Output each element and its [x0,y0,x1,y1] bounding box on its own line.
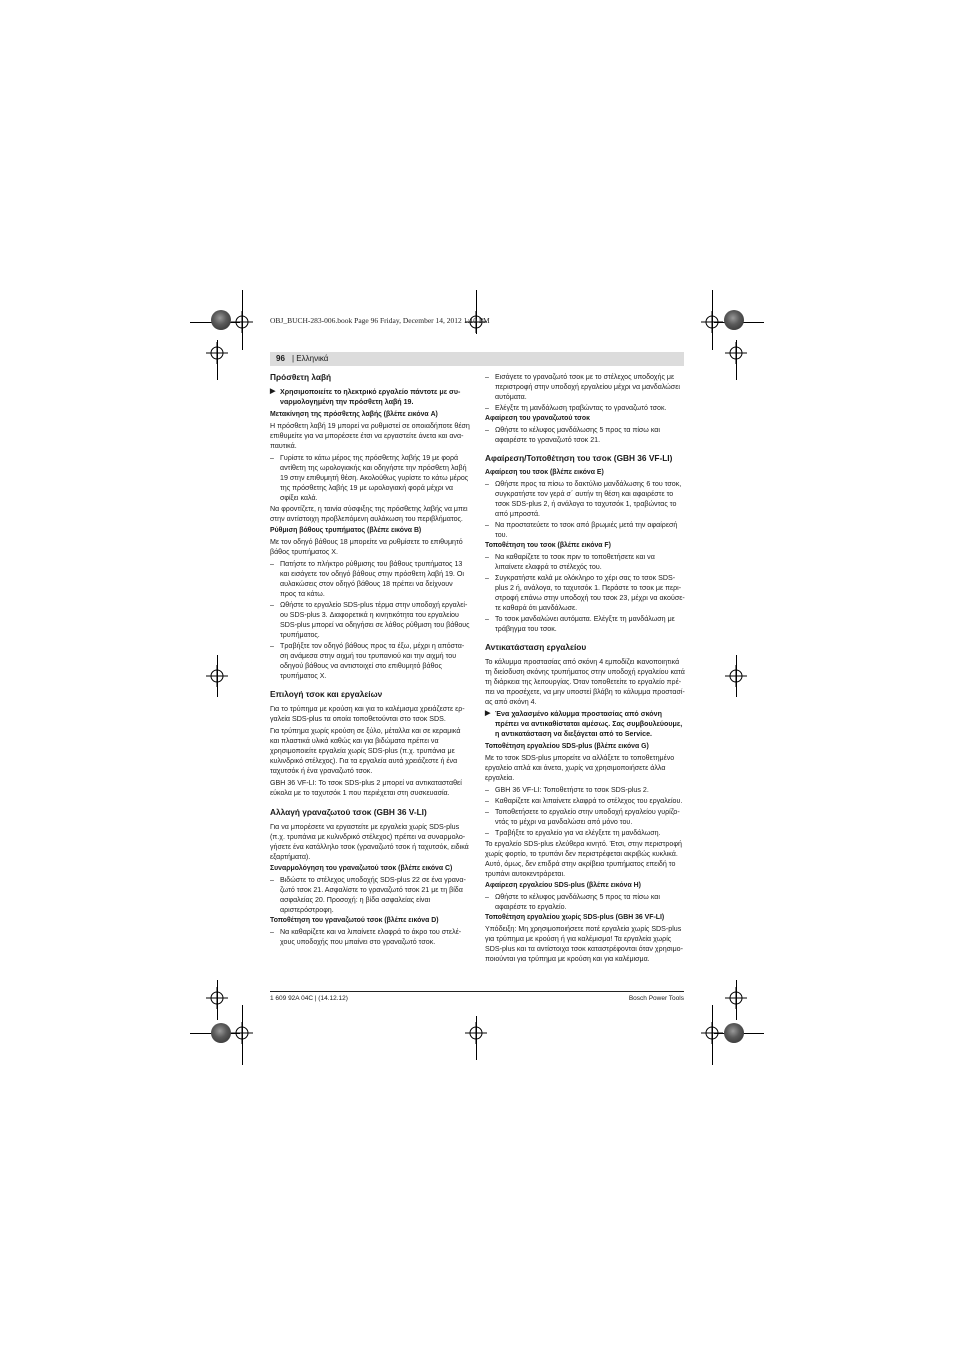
list-item-text: Βιδώστε το στέλεχος υποδοχής SDS-plus 22 σε ένα γραναζωτό τσοκ 21. Ασφαλίστε το γραναζωτό τσοκ 21 με τη βίδα ασφαλείας 20. Προσοχή: η βίδα ασφαλείας είναι αριστερόστροφη. [280,876,466,914]
list-item-text: Να καθαρίζετε και να λιπαίνετε ελαφρά το άκρο του στελέχους υποδοχής που μπαίνει στο γραναζωτό τσοκ. [280,928,462,946]
crosshair-icon [725,665,747,687]
right-column [485,372,685,966]
paragraph: Με τον οδηγό βάθους 18 μπορείτε να ρυθμίσετε το επιθυμητό βάθος τρυπήματος X. [270,538,463,556]
paragraph: Με το τσοκ SDS-plus μπορείτε να αλλάξετε το τοποθετημένο εργαλείο απλά και άνετα, χωρίς να χρησιμοποιήσετε άλλα εργαλεία. [485,754,675,782]
dash-marker: – [485,480,489,488]
paragraph: Για τρύπημα χωρίς κρούση σε ξύλο, μέταλλα και σε κεραμικά και πλαστικά υλικά καθώς και για βιδώματα πρέπει να χρησιμοποιείτε εργαλεία χωρίς SDS-plus (π.χ. τρυπάνια με κυλινδρικό στέλεχος). Για τα εργαλεία αυτά χρειάζεστε ή ένα ταχυτσόκ ή ένα γραναζωτό τσοκ. [270,727,461,775]
dash-marker: – [485,808,489,816]
list-item-text: Τραβήξτε τον οδηγό βάθους προς τα έξω, μέχρι η απόσταση ανάμεσα στην αιχμή του τρυπανιού και την αιχμή του οδηγού βάθους να αντιστοιχεί στο επιθυμητό βάθος τρυπήματος X. [280,642,465,680]
list-item [485,552,685,572]
list-item-text: Ωθήστε προς τα πίσω το δακτύλιο μανδάλωσης 6 του τσοκ, συγκρατήστε τον γερά σ΄ αυτήν τη θέση και αφαιρέστε το τσοκ SDS-plus 2, ή ανάλογα το ταχυτσόκ 1, τραβώντας το από μπροστά. [495,480,682,518]
subsection-heading: Τοποθέτηση του γραναζωτού τσοκ (βλέπε εικόνα D) [270,917,439,924]
paragraph: Να φροντίζετε, η ταινία σύσφιξης της πρόσθετης λαβής να μπει στην αντίστοιχη προβλεπόμενη αυλάκωση του περιβλήματος. [270,505,468,523]
list-item-text: Γυρίστε το κάτω μέρος της πρόσθετης λαβής 19 με φορά αντίθετη της ωρολογιακής και οδηγήστε την πρόσθετη λαβή 19 στην επιθυμητή θέση. Ακολούθως γυρίστε το κάτω μέρος της πρόσθετης λαβής 19 με ωρολογιακή φορά μέχρι να σφίξει καλά. [280,454,469,502]
subsection-heading: Τοποθέτηση του τσοκ (βλέπε εικόνα F) [485,542,611,549]
list-item [485,573,685,613]
list-item [485,892,685,912]
subsection-heading: Αφαίρεση του γραναζωτού τσοκ [485,415,590,422]
crosshair-icon [701,311,723,333]
dash-marker: – [485,786,489,794]
spacer [270,800,470,807]
paragraph: GBH 36 VF-LI: Το τσοκ SDS-plus 2 μπορεί να αντικατασταθεί εύκολα με το ταχυτσόκ 1 που περιέχεται στη συσκευασία. [270,779,462,797]
registration-ball-icon [211,310,231,330]
section-heading: Πρόσθετη λαβή [270,372,332,382]
crosshair-icon [725,342,747,364]
paragraph: Το κάλυμμα προστασίας από σκόνη 4 εμποδίζει ικανοποιητικά τη διείσδυση σκόνης τρυπήματος στην υποδοχή εργαλείου κατά τη διάρκεια της λειτουργίας. Όταν τοποθετείτε το εργαλείο πρέπει να προσέχετε, να μην υποστεί βλάβη το κάλυμμα προστασίας από σκόνη 4. [485,658,685,706]
list-item-text: Εισάγετε το γραναζωτό τσοκ με το στέλεχος υποδοχής με περιστροφή στην υποδοχή εργαλείου μέχρι να μανδαλώσει αυτόματα. [495,373,680,401]
dash-marker: – [485,829,489,837]
dash-marker: – [485,797,489,805]
paragraph: Υπόδειξη: Μη χρησιμοποιήσετε ποτέ εργαλεία χωρίς SDS-plus για τρύπημα με κρούση ή για καλέμισμα! Τα εργαλεία χωρίς SDS-plus και τα αντίστοιχα τσοκ καταστρέφονται όταν χρησιμοποιούνται για τρύπημα με κρούση και για καλέμισμα. [485,925,684,963]
dash-marker: – [485,426,489,434]
header-language: | Ελληνικά [292,354,329,363]
list-item [485,807,685,827]
list-item-text: Τραβήξτε το εργαλείο για να ελέγξετε τη μανδάλωση. [495,829,661,837]
list-item-text: Ελέγξτε τη μανδάλωση τραβώντας το γραναζωτό τσοκ. [495,404,667,412]
dash-marker: – [485,373,489,381]
list-item [485,785,685,795]
crosshair-icon [701,1022,723,1044]
list-item-text: Ωθήστε το εργαλείο SDS-plus τέρμα στην υποδοχή εργαλείου SDS-plus 3. Διαφορετικά η κινητικότητα του εργαλείου SDS-plus μπορεί να οδηγήσει σε λάθος ρύθμιση του βάθους τρυπήματος. [280,601,470,639]
list-item-text: Συγκρατήστε καλά με ολόκληρο το χέρι σας το τσοκ SDS-plus 2 ή, ανάλογα, το ταχυτσόκ 1. Περάστε το τσοκ με περιστροφή επάνω στην υποδοχή του τσοκ 23, μέχρι να ακούσετε καθαρά ότι μανδάλωσε. [495,574,685,612]
list-item [485,520,685,540]
registration-ball-icon [724,1023,744,1043]
spacer [485,635,685,642]
crosshair-icon [206,987,228,1009]
crosshair-icon [465,1022,487,1044]
list-item-text: Να προστατεύετε το τσοκ από βρωμιές μετά την αφαίρεσή του. [495,521,678,539]
dash-marker: – [485,893,489,901]
list-item-text: Τοποθετήσετε το εργαλείο στην υποδοχή εργαλείου γυρίζοντάς το μέχρι να μανδαλώσει από μόνο του. [495,808,680,826]
list-item [270,453,470,503]
section-heading: Αφαίρεση/Τοποθέτηση του τσοκ (GBH 36 VF-LI) [485,453,673,463]
subsection-heading: Ρύθμιση βάθους τρυπήματος (βλέπε εικόνα B) [270,527,422,534]
dash-marker: – [270,642,274,650]
print-slug: OBJ_BUCH-283-006.book Page 96 Friday, December 14, 2012 1:10 PM [270,316,490,325]
list-item [485,828,685,838]
page-header [270,352,684,366]
warning-text: Ένα χαλασμένο κάλυμμα προστασίας από σκόνη πρέπει να αντικαθίσταται αμέσως. Σας συμβουλεύουμε, η αντικατάσταση να διεξάγεται από το Service. [495,710,683,738]
list-item-text: Καθαρίζετε και λιπαίνετε ελαφρά το στέλεχος του εργαλείου. [495,797,683,805]
section-heading: Αλλαγή γραναζωτού τσοκ (GBH 36 V-LI) [270,807,427,817]
warning-note [485,709,685,739]
list-item-text: Ωθήστε το κέλυφος μανδάλωσης 5 προς τα πίσω και αφαιρέστε το εργαλείο. [495,893,660,911]
registration-ball-icon [211,1023,231,1043]
list-item [270,641,470,681]
subsection-heading: Αφαίρεση του τσοκ (βλέπε εικόνα E) [485,469,604,476]
dash-marker: – [270,560,274,568]
warning-arrow-icon: ▶ [270,388,276,395]
list-item [485,425,685,445]
warning-arrow-icon: ▶ [485,710,491,717]
list-item-text: Πατήστε το πλήκτρο ρύθμισης του βάθους τρυπήματος 13 και εισάγετε τον οδηγό βάθους στην πρόσθετη λαβή 19. Οι αυλακώσεις στον οδηγό βάθους 18 πρέπει να δείχνουν προς τα κάτω. [280,560,464,598]
page-number: 96 [276,354,285,363]
crosshair-icon [231,311,253,333]
list-item [485,372,685,402]
registration-ball-icon [724,310,744,330]
dash-marker: – [485,574,489,582]
spacer [485,446,685,453]
list-item [270,927,470,947]
footer-rule [270,991,684,992]
crosshair-icon [206,665,228,687]
dash-marker: – [270,601,274,609]
list-item [270,600,470,640]
list-item-text: Ωθήστε το κέλυφος μανδάλωσης 5 προς τα πίσω και αφαιρέστε το γραναζωτό τσοκ 21. [495,426,660,444]
list-item [485,614,685,634]
list-item [485,479,685,519]
subsection-heading: Μετακίνηση της πρόσθετης λαβής (βλέπε εικόνα A) [270,411,438,418]
footer-brand: Bosch Power Tools [628,995,684,1002]
paragraph: Η πρόσθετη λαβή 19 μπορεί να ρυθμιστεί σε οποιαδήποτε θέση επιθυμείτε για να μπορέσετε έτσι να εργαστείτε άνετα και αναπαυτικά. [270,422,470,450]
dash-marker: – [270,876,274,884]
section-heading: Επιλογή τσοκ και εργαλείων [270,689,383,699]
subsection-heading: Τοποθέτηση εργαλείου χωρίς SDS-plus (GBH 36 VF-LI) [485,914,665,921]
warning-text: Χρησιμοποιείτε το ηλεκτρικό εργαλείο πάντοτε με συναρμολογημένη την πρόσθετη λαβή 19. [280,388,461,406]
list-item [485,403,685,413]
crosshair-icon [206,342,228,364]
crosshair-icon [725,987,747,1009]
subsection-heading: Αφαίρεση εργαλείου SDS-plus (βλέπε εικόνα H) [485,882,641,889]
dash-marker: – [485,404,489,412]
paragraph: Για να μπορέσετε να εργαστείτε με εργαλεία χωρίς SDS-plus (π.χ. τρυπάνια με κυλινδρικό στέλεχος) πρέπει να συναρμολογήσετε ένα κατάλληλο τσοκ (γραναζωτό τσοκ ή ταχυτσόκ, ειδικά εξαρτήματα). [270,823,469,861]
paragraph: Το εργαλείο SDS-plus ελεύθερα κινητό. Έτσι, στην περιστροφή χωρίς φορτίο, το τρυπάνι δεν περιστρέφεται ακριβώς κυκλικά. Αυτό, όμως, δεν επιδρά στην ακρίβεια τρυπήματος επειδή το τρυπάνι αυτοκεντράρεται. [485,840,682,878]
dash-marker: – [270,928,274,936]
dash-marker: – [485,615,489,623]
warning-note [270,387,470,407]
footer-doc-number: 1 609 92A 04C | (14.12.12) [270,995,348,1002]
list-item [485,796,685,806]
list-item [270,559,470,599]
subsection-heading: Τοποθέτηση εργαλείου SDS-plus (βλέπε εικόνα G) [485,743,649,750]
list-item [270,875,470,915]
dash-marker: – [485,521,489,529]
dash-marker: – [270,454,274,462]
dash-marker: – [485,553,489,561]
section-heading: Αντικατάσταση εργαλείου [485,642,587,652]
paragraph: Για το τρύπημα με κρούση και για το καλέμισμα χρειάζεστε εργαλεία SDS-plus τα οποία τοποθετούνται στο τσοκ SDS. [270,705,465,723]
list-item-text: Να καθαρίζετε το τσοκ πριν το τοποθετήσετε και να λιπαίνετε ελαφρά το στέλεχός του. [495,553,655,571]
list-item-text: Το τσοκ μανδαλώνει αυτόματα. Ελέγξτε τη μανδάλωση με τράβηγμα του τσοκ. [495,615,675,633]
list-item-text: GBH 36 VF-LI: Τοποθετήστε το τσοκ SDS-plus 2. [495,786,649,794]
crosshair-icon [231,1022,253,1044]
subsection-heading: Συναρμολόγηση του γραναζωτού τσοκ (βλέπε εικόνα C) [270,865,453,872]
spacer [270,682,470,689]
left-column [270,372,470,948]
